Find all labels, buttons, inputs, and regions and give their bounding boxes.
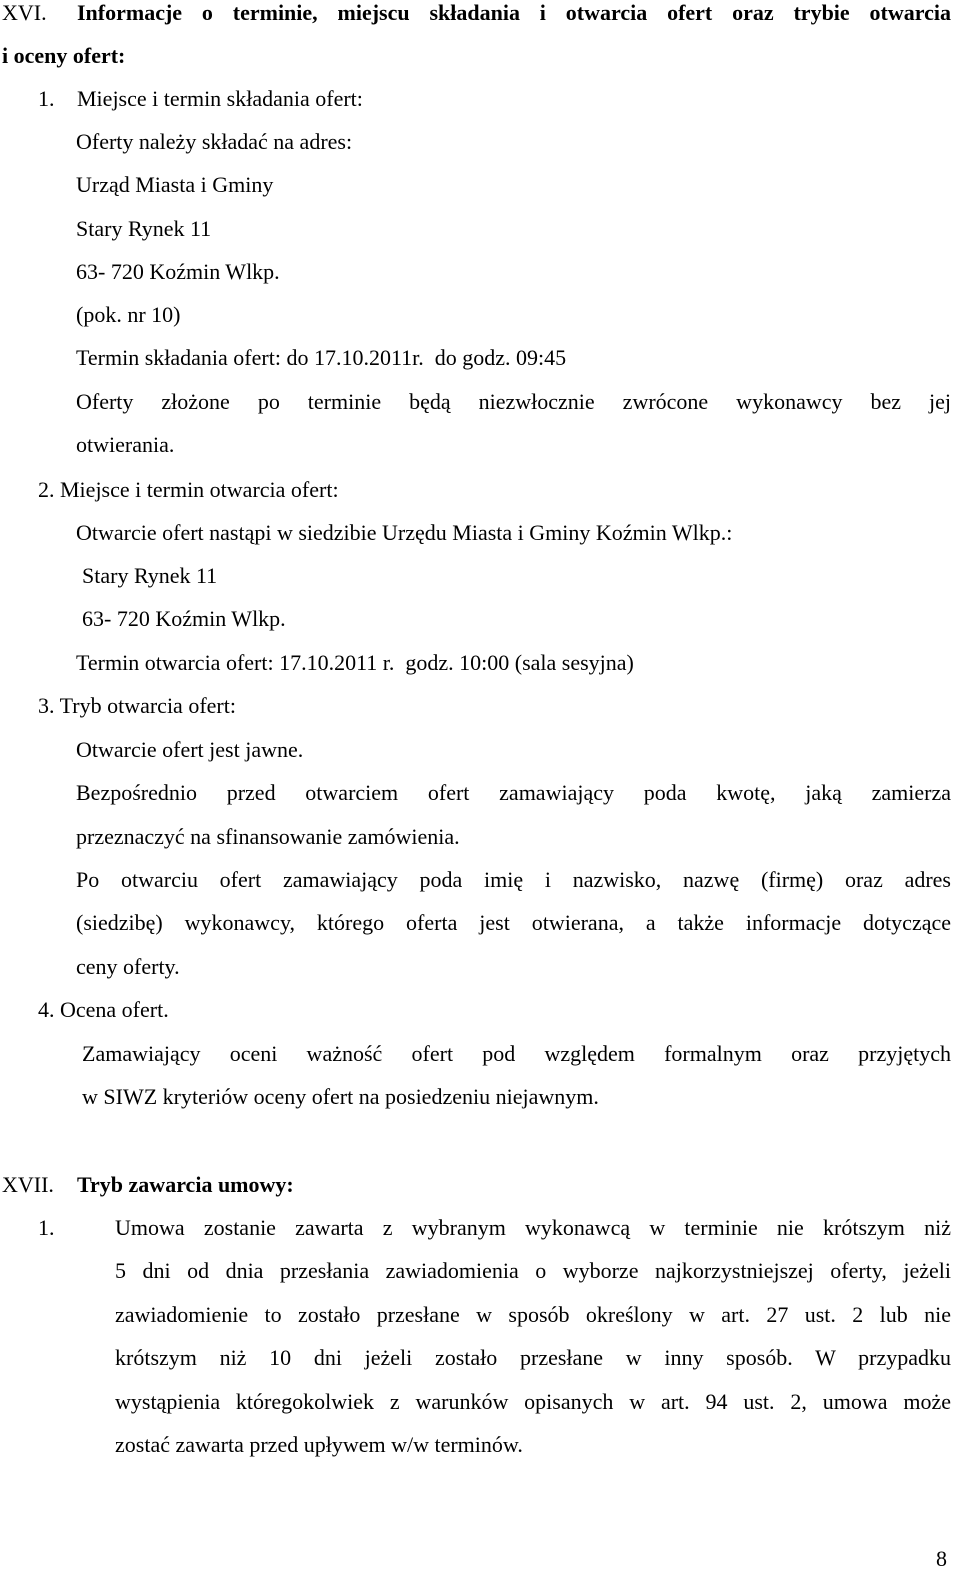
item4-text: Zamawiający oceni ważność ofert pod względem formalnym oraz przyjętych [82,1041,951,1066]
item1-line: Urząd Miasta i Gminy [76,172,274,197]
item1-heading: Miejsce i termin składania ofert: [77,86,363,111]
item1-late-notice-cont: otwierania. [76,432,175,457]
item3-heading: 3. Tryb otwarcia ofert: [38,693,236,718]
item2-line: 63- 720 Koźmin Wlkp. [82,606,286,631]
xvii-item1-last-line: zostać zawarta przed upływem w/w terminów. [115,1432,523,1457]
item1-late-notice: Oferty złożone po terminie będą niezwłocznie zwrócone wykonawcy bez jej [76,389,951,414]
xvii-item1-line: zawiadomienie to zostało przesłane w sposób określony w art. 27 ust. 2 lub nie [115,1302,951,1327]
page-number: 8 [936,1546,947,1571]
item3-amount-cont: przeznaczyć na sfinansowanie zamówienia. [76,824,460,849]
section-xvi-number: XVI. [2,0,47,25]
item3-names: Po otwarciu ofert zamawiający poda imię i nazwisko, nazwę (firmę) oraz adres [76,867,951,892]
item2-line: Otwarcie ofert nastąpi w siedzibie Urzędu Miasta i Gminy Koźmin Wlkp.: [76,520,733,545]
item1-line: Oferty należy składać na adres: [76,129,353,154]
section-xvi-title-cont: i oceny ofert: [2,43,126,68]
item1-line: (pok. nr 10) [76,302,181,327]
item2-heading: 2. Miejsce i termin otwarcia ofert: [38,477,339,502]
item1-line: Stary Rynek 11 [76,216,212,241]
item3-amount: Bezpośrednio przed otwarciem ofert zamawiający poda kwotę, jaką zamierza [76,780,951,805]
item1-number: 1. [38,86,55,111]
xvii-item1-line: 5 dni od dnia przesłania zawiadomienia o wyborze najkorzystniejszej oferty, jeżeli [115,1258,951,1283]
item2-opening-date: Termin otwarcia ofert: 17.10.2011 r. godz. 10:00 (sala sesyjna) [76,650,634,675]
xvii-item1-number: 1. [38,1215,55,1240]
item2-line: Stary Rynek 11 [82,563,218,588]
xvii-item1-line: Umowa zostanie zawarta z wybranym wykonawcą w terminie nie krótszym niż [115,1215,951,1240]
section-xvii-number: XVII. [2,1172,54,1197]
item4-text-cont: w SIWZ kryteriów oceny ofert na posiedzeniu niejawnym. [82,1084,599,1109]
item1-line: 63- 720 Koźmin Wlkp. [76,259,280,284]
xvii-item1-line: wystąpienia któregokolwiek z warunków opisanych w art. 94 ust. 2, umowa może [115,1389,951,1414]
item3-names-cont: (siedzibę) wykonawcy, którego oferta jest otwierana, a także informacje dotyczące [76,910,951,935]
item3-public: Otwarcie ofert jest jawne. [76,737,304,762]
item1-deadline: Termin składania ofert: do 17.10.2011r. do godz. 09:45 [76,345,567,370]
section-xvi-title: Informacje o terminie, miejscu składania i otwarcia ofert oraz trybie otwarcia [77,0,951,25]
item4-heading: 4. Ocena ofert. [38,997,169,1022]
item3-names-end: ceny oferty. [76,954,180,979]
section-xvii-title: Tryb zawarcia umowy: [77,1172,294,1197]
xvii-item1-line: krótszym niż 10 dni jeżeli zostało przesłane w inny sposób. W przypadku [115,1345,951,1370]
